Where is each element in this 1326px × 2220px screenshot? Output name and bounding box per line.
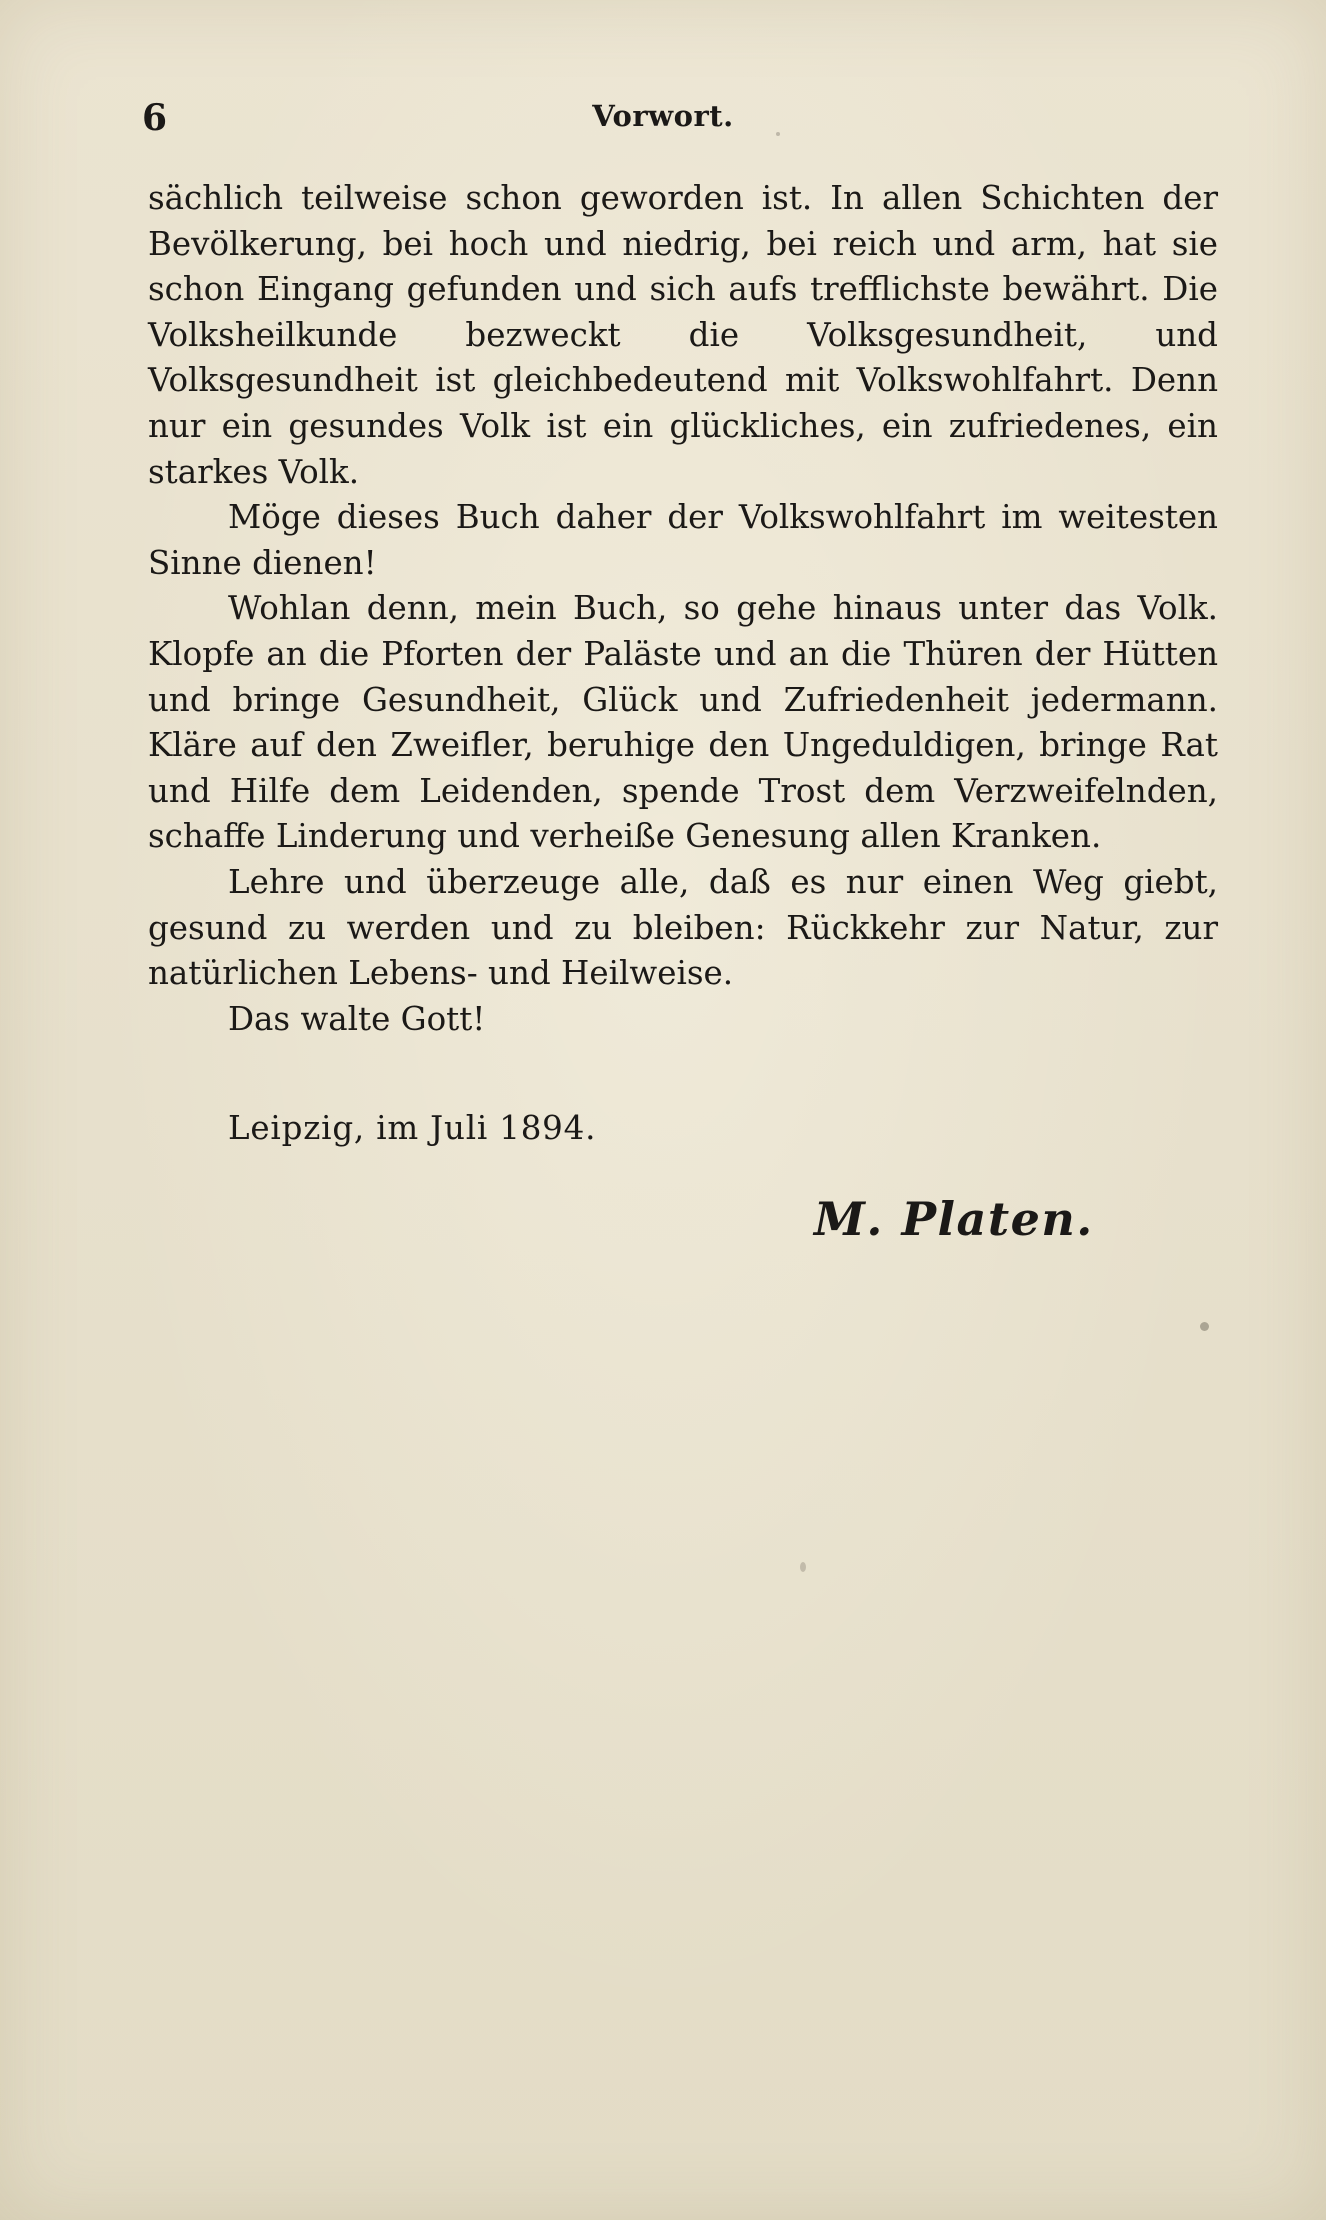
- paragraph-blessing: Das walte Gott!: [228, 999, 486, 1038]
- body-text: [148, 176, 1218, 1042]
- paragraph-continuation: sächlich teilweise schon geworden ist. In allen Schichten der Bevölkerung, bei hoch und niedrig, bei reich und arm, hat sie schon Eingang gefunden und sich aufs trefflichste bewährt. Die Volksheilkunde bezweckt die Volksgesundheit, und Volksgesundheit ist gleichbedeutend mit Volkswohlfahrt. Denn nur ein gesundes Volk ist ein glückliches, ein zufriedenes, ein starkes Volk.: [148, 179, 1218, 491]
- paper-speck: [776, 132, 780, 136]
- paper-speck: [800, 1562, 806, 1572]
- running-head: Vorwort.: [592, 99, 734, 133]
- paper-speck: [1200, 1322, 1209, 1331]
- page-number: 6: [142, 97, 168, 139]
- paragraph-dedication: Möge dieses Buch daher der Volkswohlfahrt im weitesten Sinne dienen!: [148, 498, 1218, 582]
- dateline: Leipzig, im Juli 1894.: [228, 1109, 597, 1147]
- paragraph-teaching: Lehre und überzeuge alle, daß es nur einen Weg giebt, gesund zu werden und zu bleiben: Rückkehr zur Natur, zur natürlichen Lebens- und Heilweise.: [148, 862, 1218, 993]
- paragraph-address-to-book: Wohlan denn, mein Buch, so gehe hinaus unter das Volk. Klopfe an die Pforten der Paläste und an die Thüren der Hütten und bringe Gesundheit, Glück und Zufriedenheit jedermann. Kläre auf den Zweifler, beruhige den Ungeduldigen, bringe Rat und Hilfe dem Leidenden, spende Trost dem Verzweifelnden, schaffe Linderung und verheiße Genesung allen Kranken.: [148, 589, 1218, 856]
- author-signature: M. Platen.: [814, 1192, 1094, 1246]
